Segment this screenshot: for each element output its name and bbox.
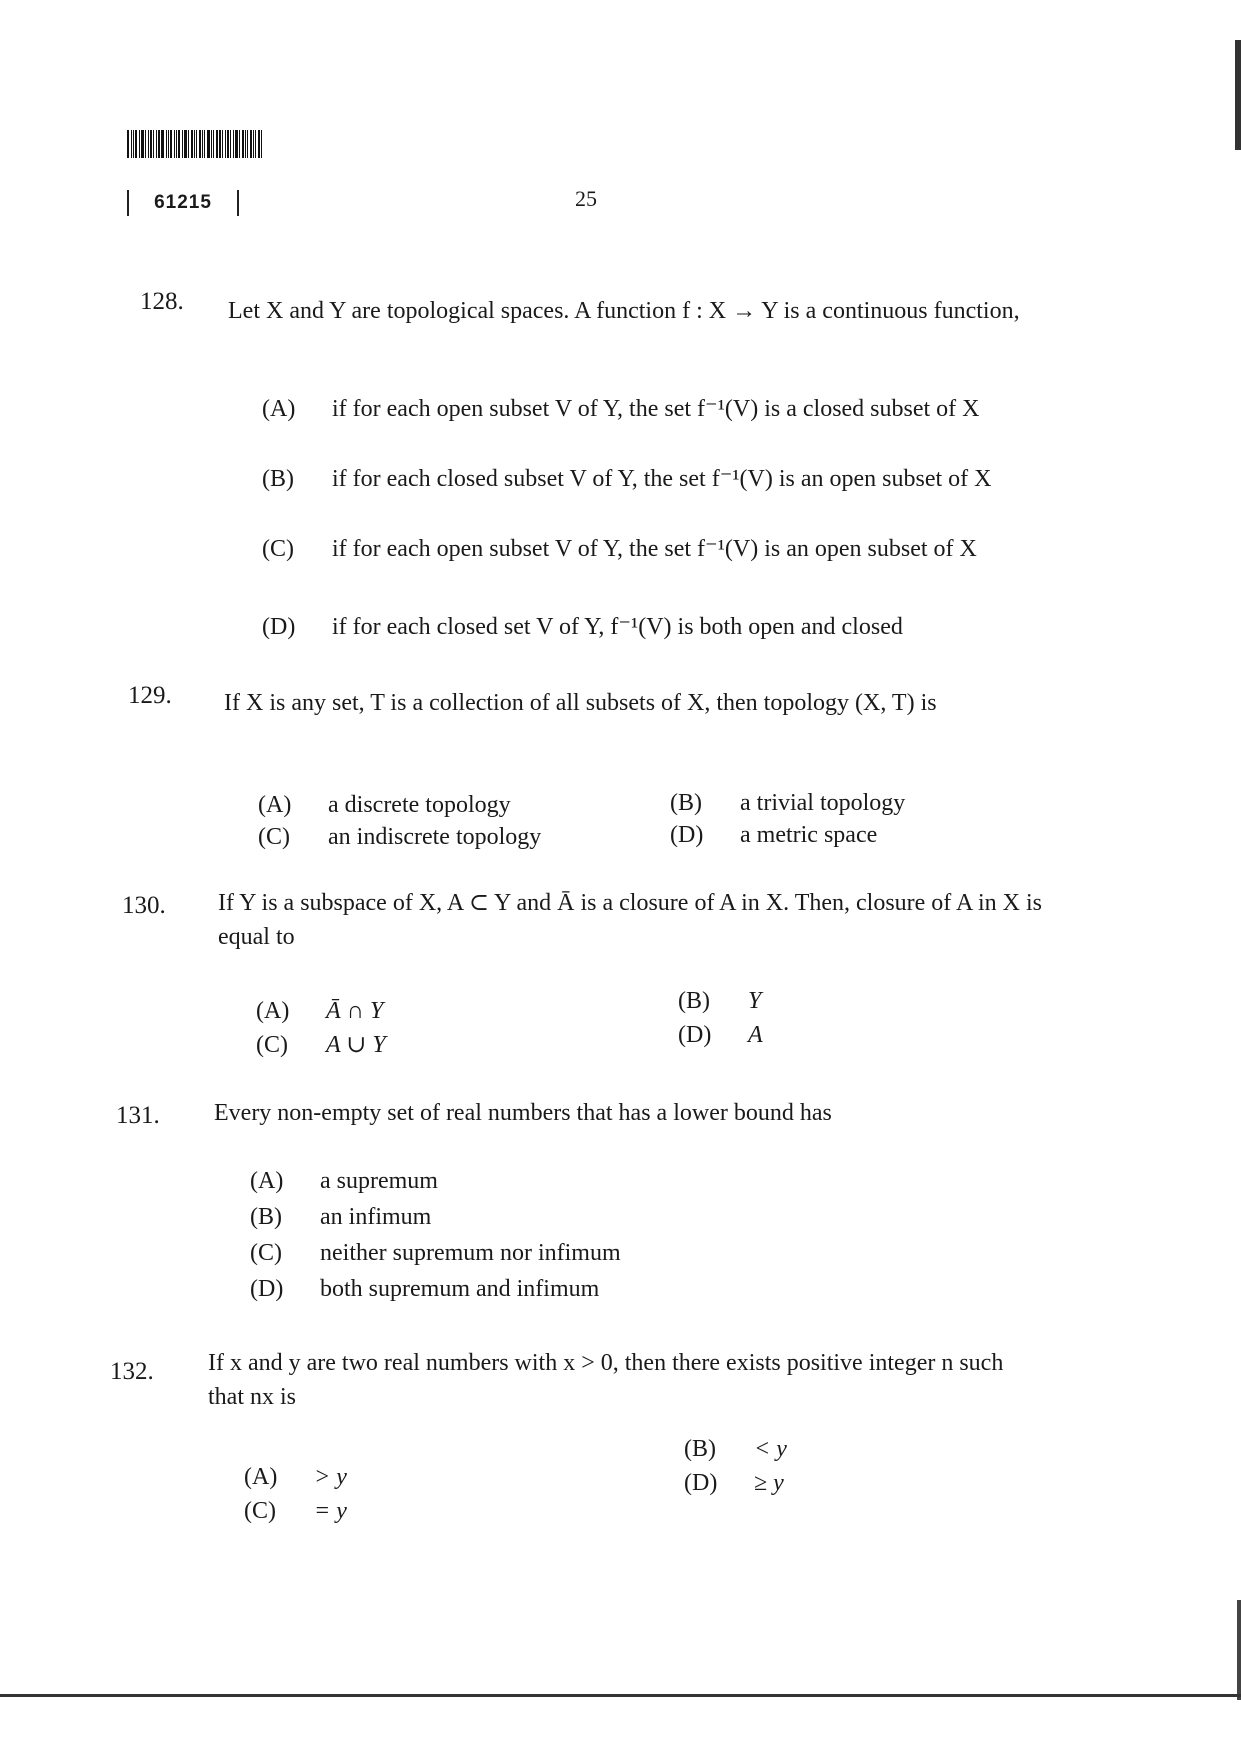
option-label: (D) [670, 822, 704, 848]
barcode-bar [135, 130, 137, 158]
option-label: (D) [678, 1022, 712, 1048]
option-text: = y [314, 1498, 347, 1524]
paper-code-box: 61215 [127, 190, 239, 216]
option-label: (C) [244, 1498, 276, 1524]
question-text: If Y is a subspace of X, A ⊂ Y and Ā is a closure of A in X. Then, closure of A in X is equal to [218, 890, 1042, 950]
barcode-bar [245, 130, 246, 158]
question-number: 132. [110, 1358, 154, 1385]
option-label: (A) [258, 792, 292, 818]
barcode-bar [216, 130, 218, 158]
question-number: 130. [122, 892, 166, 919]
question-number: 128. [140, 288, 184, 315]
barcode-bar [199, 130, 201, 158]
option-c [244, 1496, 604, 1526]
option-text: ≥ y [754, 1470, 784, 1496]
option-b [678, 986, 1038, 1016]
option-label: (C) [262, 536, 294, 562]
option-c [250, 1238, 1040, 1268]
barcode-bar [145, 130, 146, 158]
barcode-bar [161, 130, 164, 158]
barcode-bar [153, 130, 154, 158]
barcode-bar [194, 130, 195, 158]
option-c [262, 534, 1052, 564]
option-label: (C) [256, 1032, 288, 1058]
barcode-bar [148, 130, 149, 158]
question-text: If x and y are two real numbers with x > 0, then there exists positive integer n such that nx is [208, 1350, 1004, 1410]
barcode-bar [184, 130, 187, 158]
barcode-bar [233, 130, 234, 158]
option-text: a metric space [740, 822, 878, 848]
option-b [670, 788, 1030, 818]
option-label: (A) [250, 1168, 284, 1194]
barcode-bar [258, 130, 260, 158]
option-text: if for each closed subset V of Y, the set f⁻¹(V) is an open subset of X [332, 466, 992, 492]
barcode-bar [176, 130, 177, 158]
page-number: 25 [575, 186, 597, 211]
option-text: both supremum and infimum [320, 1276, 600, 1302]
option-label: (B) [678, 988, 710, 1014]
barcode-bar [230, 130, 231, 158]
option-text: an infimum [320, 1204, 432, 1230]
barcode-bar [188, 130, 189, 158]
question-number: 131. [116, 1102, 160, 1129]
question-text: Every non-empty set of real numbers that has a lower bound has [214, 1100, 832, 1126]
barcode-bar [178, 130, 180, 158]
option-label: (B) [670, 790, 702, 816]
barcode-bar [253, 130, 254, 158]
option-label: (D) [250, 1276, 284, 1302]
option-d [670, 820, 1030, 850]
scan-edge-mark [1237, 1600, 1241, 1700]
barcode-bar [127, 130, 129, 158]
option-text: if for each closed set V of Y, f⁻¹(V) is both open and closed [332, 614, 903, 640]
question-text: If X is any set, T is a collection of all subsets of X, then topology (X, T) is [224, 690, 937, 716]
option-d [262, 612, 1052, 642]
barcode-bar [247, 130, 248, 158]
option-label: (C) [258, 824, 290, 850]
option-d [250, 1274, 1040, 1304]
barcode-bar [213, 130, 214, 158]
barcode-bar [131, 130, 132, 158]
scan-edge-mark [1235, 40, 1241, 150]
option-d [684, 1468, 1044, 1498]
option-text: a supremum [320, 1168, 438, 1194]
option-label: (B) [262, 466, 294, 492]
barcode-bar [202, 130, 203, 158]
option-text: < y [754, 1436, 787, 1462]
option-label: (D) [684, 1470, 718, 1496]
barcode-bar [225, 130, 226, 158]
barcode-bar [158, 130, 160, 158]
option-text: Ā ∩ Y [326, 998, 384, 1024]
option-label: (B) [684, 1436, 716, 1462]
barcode-bar [239, 130, 240, 158]
option-a [250, 1166, 1040, 1196]
barcode-bar [182, 130, 183, 158]
question-text: Let X and Y are topological spaces. A function f : X → Y is a continuous function, [228, 298, 1020, 324]
option-text: > y [314, 1464, 347, 1490]
option-b [250, 1202, 1040, 1232]
option-text: a trivial topology [740, 790, 906, 816]
option-d [678, 1020, 1038, 1050]
barcode-bar [261, 130, 262, 158]
option-text: if for each open subset V of Y, the set f⁻¹(V) is an open subset of X [332, 536, 977, 562]
barcode-bar [156, 130, 157, 158]
barcode-bar [204, 130, 205, 158]
option-label: (D) [262, 614, 296, 640]
option-text: if for each open subset V of Y, the set f⁻¹(V) is a closed subset of X [332, 396, 980, 422]
question-number: 129. [128, 682, 172, 709]
barcode-bar [166, 130, 167, 158]
option-a [244, 1462, 604, 1492]
barcode-bar [219, 130, 221, 158]
option-a [258, 790, 618, 820]
option-label: (C) [250, 1240, 282, 1266]
barcode-bar [191, 130, 193, 158]
option-b [262, 464, 1052, 494]
barcode-bar [211, 130, 212, 158]
barcode-bar [227, 130, 229, 158]
option-text: a discrete topology [328, 792, 511, 818]
scan-bottom-rule [0, 1694, 1241, 1697]
barcode-bar [141, 130, 144, 158]
option-text: Y [748, 988, 762, 1014]
barcode-bar [250, 130, 252, 158]
barcode-bar [170, 130, 172, 158]
barcode-bar [207, 130, 210, 158]
option-label: (A) [244, 1464, 278, 1490]
option-b [684, 1434, 1044, 1464]
option-c [258, 822, 618, 852]
barcode-bar [255, 130, 256, 158]
option-text: A ∪ Y [326, 1032, 386, 1058]
barcode-bar [150, 130, 152, 158]
barcode-bar [133, 130, 134, 158]
option-text: an indiscrete topology [328, 824, 542, 850]
option-label: (A) [256, 998, 290, 1024]
barcode-bar [222, 130, 223, 158]
option-label: (B) [250, 1204, 282, 1230]
option-a [256, 996, 616, 1026]
barcode-bar [174, 130, 175, 158]
option-text: neither supremum nor infimum [320, 1240, 621, 1266]
option-text: A [748, 1022, 763, 1048]
barcode-bar [235, 130, 238, 158]
barcode [127, 130, 299, 158]
option-a [262, 394, 1052, 424]
barcode-bar [242, 130, 244, 158]
option-c [256, 1030, 616, 1060]
option-label: (A) [262, 396, 296, 422]
barcode-bar [168, 130, 169, 158]
barcode-bar [139, 130, 140, 158]
barcode-bar [196, 130, 197, 158]
